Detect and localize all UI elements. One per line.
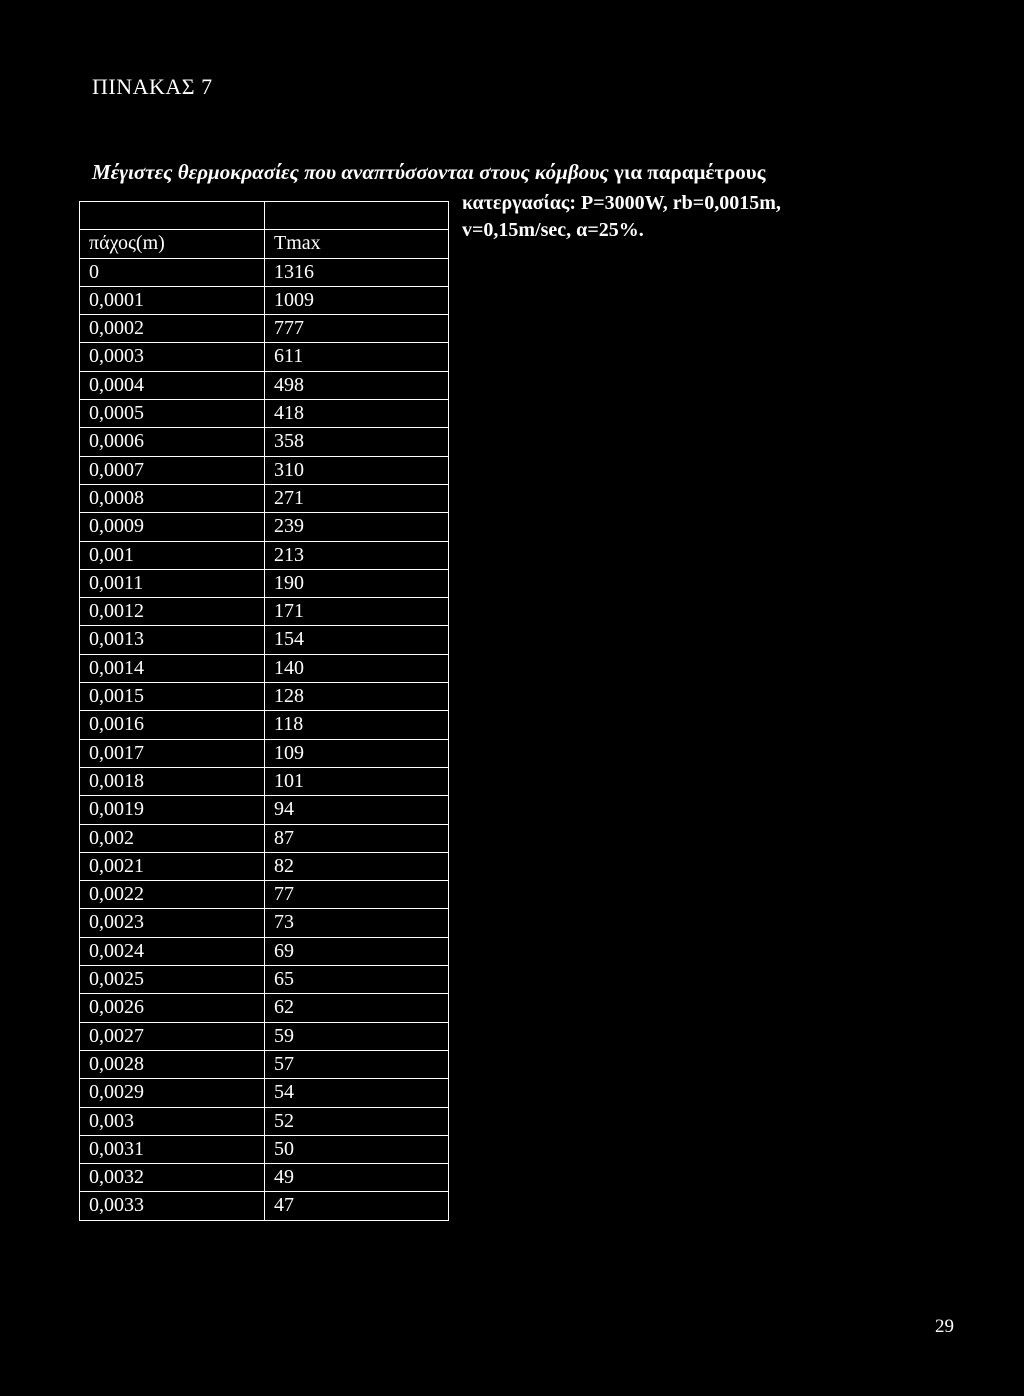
cell-thickness: 0,002: [80, 824, 265, 852]
cell-thickness: 0,0032: [80, 1164, 265, 1192]
table-row: [80, 937, 449, 965]
table-row: [80, 343, 449, 371]
table-row: [80, 1022, 449, 1050]
column-header-tmax: Tmax: [265, 230, 449, 258]
cell-tmax: 69: [265, 937, 449, 965]
cell-tmax: 418: [265, 400, 449, 428]
cell-thickness: 0,0003: [80, 343, 265, 371]
table-header-row: [80, 230, 449, 258]
cell-thickness: 0,0028: [80, 1050, 265, 1078]
column-header-thickness: πάχος(m): [80, 230, 265, 258]
table-row: [80, 852, 449, 880]
cell-thickness: 0,0025: [80, 966, 265, 994]
cell-thickness: 0,0031: [80, 1135, 265, 1163]
cell-tmax: 190: [265, 569, 449, 597]
caption-line-3: v=0,15m/sec, α=25%.: [462, 219, 644, 241]
table-row: [80, 400, 449, 428]
cell-thickness: 0,0029: [80, 1079, 265, 1107]
cell-thickness: 0,0015: [80, 683, 265, 711]
cell-thickness: 0,0006: [80, 428, 265, 456]
cell-tmax: 154: [265, 626, 449, 654]
cell-tmax: 358: [265, 428, 449, 456]
table-row: [80, 1107, 449, 1135]
cell-tmax: 94: [265, 796, 449, 824]
table-row: [80, 456, 449, 484]
cell-thickness: 0,0033: [80, 1192, 265, 1220]
table-blank-cell: [80, 202, 265, 230]
table-row: [80, 739, 449, 767]
cell-thickness: 0,003: [80, 1107, 265, 1135]
table-row: [80, 683, 449, 711]
cell-thickness: 0,0012: [80, 598, 265, 626]
table-row: [80, 371, 449, 399]
table-row: [80, 711, 449, 739]
cell-tmax: 611: [265, 343, 449, 371]
cell-tmax: 128: [265, 683, 449, 711]
cell-tmax: 65: [265, 966, 449, 994]
cell-thickness: 0,0002: [80, 315, 265, 343]
cell-tmax: 118: [265, 711, 449, 739]
cell-tmax: 54: [265, 1079, 449, 1107]
table-row: [80, 994, 449, 1022]
table-row: [80, 428, 449, 456]
cell-tmax: 49: [265, 1164, 449, 1192]
cell-tmax: 59: [265, 1022, 449, 1050]
cell-tmax: 777: [265, 315, 449, 343]
table-row: [80, 1192, 449, 1220]
temperature-table: [79, 201, 449, 1221]
cell-thickness: 0,0018: [80, 767, 265, 795]
cell-thickness: 0,0014: [80, 654, 265, 682]
cell-tmax: 213: [265, 541, 449, 569]
cell-thickness: 0,0011: [80, 569, 265, 597]
table-blank-row: [80, 202, 449, 230]
table-row: [80, 881, 449, 909]
table-row: [80, 824, 449, 852]
cell-thickness: 0,0007: [80, 456, 265, 484]
page-heading: ΠΙΝΑΚΑΣ 7: [92, 74, 213, 99]
cell-tmax: 1316: [265, 258, 449, 286]
cell-thickness: 0,0004: [80, 371, 265, 399]
cell-tmax: 73: [265, 909, 449, 937]
cell-thickness: 0,0016: [80, 711, 265, 739]
cell-thickness: 0: [80, 258, 265, 286]
cell-tmax: 52: [265, 1107, 449, 1135]
table-row: [80, 598, 449, 626]
table-row: [80, 286, 449, 314]
table-row: [80, 1079, 449, 1107]
table-row: [80, 966, 449, 994]
cell-tmax: 87: [265, 824, 449, 852]
table-row: [80, 796, 449, 824]
table-blank-cell: [265, 202, 449, 230]
cell-tmax: 271: [265, 484, 449, 512]
table-row: [80, 626, 449, 654]
table-row: [80, 1050, 449, 1078]
cell-thickness: 0,0021: [80, 852, 265, 880]
cell-tmax: 62: [265, 994, 449, 1022]
table-caption-continuation: [462, 190, 781, 244]
cell-thickness: 0,0009: [80, 513, 265, 541]
cell-thickness: 0,001: [80, 541, 265, 569]
table-row: [80, 569, 449, 597]
cell-thickness: 0,0005: [80, 400, 265, 428]
cell-tmax: 82: [265, 852, 449, 880]
cell-thickness: 0,0026: [80, 994, 265, 1022]
cell-thickness: 0,0017: [80, 739, 265, 767]
cell-tmax: 1009: [265, 286, 449, 314]
cell-thickness: 0,0022: [80, 881, 265, 909]
table-row: [80, 484, 449, 512]
cell-tmax: 239: [265, 513, 449, 541]
cell-tmax: 77: [265, 881, 449, 909]
cell-thickness: 0,0008: [80, 484, 265, 512]
table-row: [80, 909, 449, 937]
caption-line-2: κατεργασίας: P=3000W, rb=0,0015m,: [462, 192, 781, 214]
cell-tmax: 171: [265, 598, 449, 626]
table-caption-line-1: [92, 160, 766, 185]
cell-tmax: 109: [265, 739, 449, 767]
table-row: [80, 258, 449, 286]
caption-italic-part: Μέγιστες θερμοκρασίες που αναπτύσσονται στους κόμβους: [92, 160, 609, 184]
page-number: 29: [935, 1316, 954, 1337]
cell-thickness: 0,0027: [80, 1022, 265, 1050]
cell-thickness: 0,0019: [80, 796, 265, 824]
cell-thickness: 0,0013: [80, 626, 265, 654]
table-row: [80, 315, 449, 343]
cell-tmax: 310: [265, 456, 449, 484]
table-row: [80, 654, 449, 682]
cell-tmax: 101: [265, 767, 449, 795]
table-row: [80, 541, 449, 569]
caption-upright-part: για παραμέτρους: [614, 160, 766, 184]
table-row: [80, 767, 449, 795]
table-row: [80, 513, 449, 541]
table-body: [80, 202, 449, 1221]
cell-tmax: 57: [265, 1050, 449, 1078]
cell-tmax: 50: [265, 1135, 449, 1163]
cell-thickness: 0,0023: [80, 909, 265, 937]
cell-thickness: 0,0001: [80, 286, 265, 314]
cell-thickness: 0,0024: [80, 937, 265, 965]
table-row: [80, 1135, 449, 1163]
cell-tmax: 140: [265, 654, 449, 682]
table-row: [80, 1164, 449, 1192]
cell-tmax: 47: [265, 1192, 449, 1220]
cell-tmax: 498: [265, 371, 449, 399]
